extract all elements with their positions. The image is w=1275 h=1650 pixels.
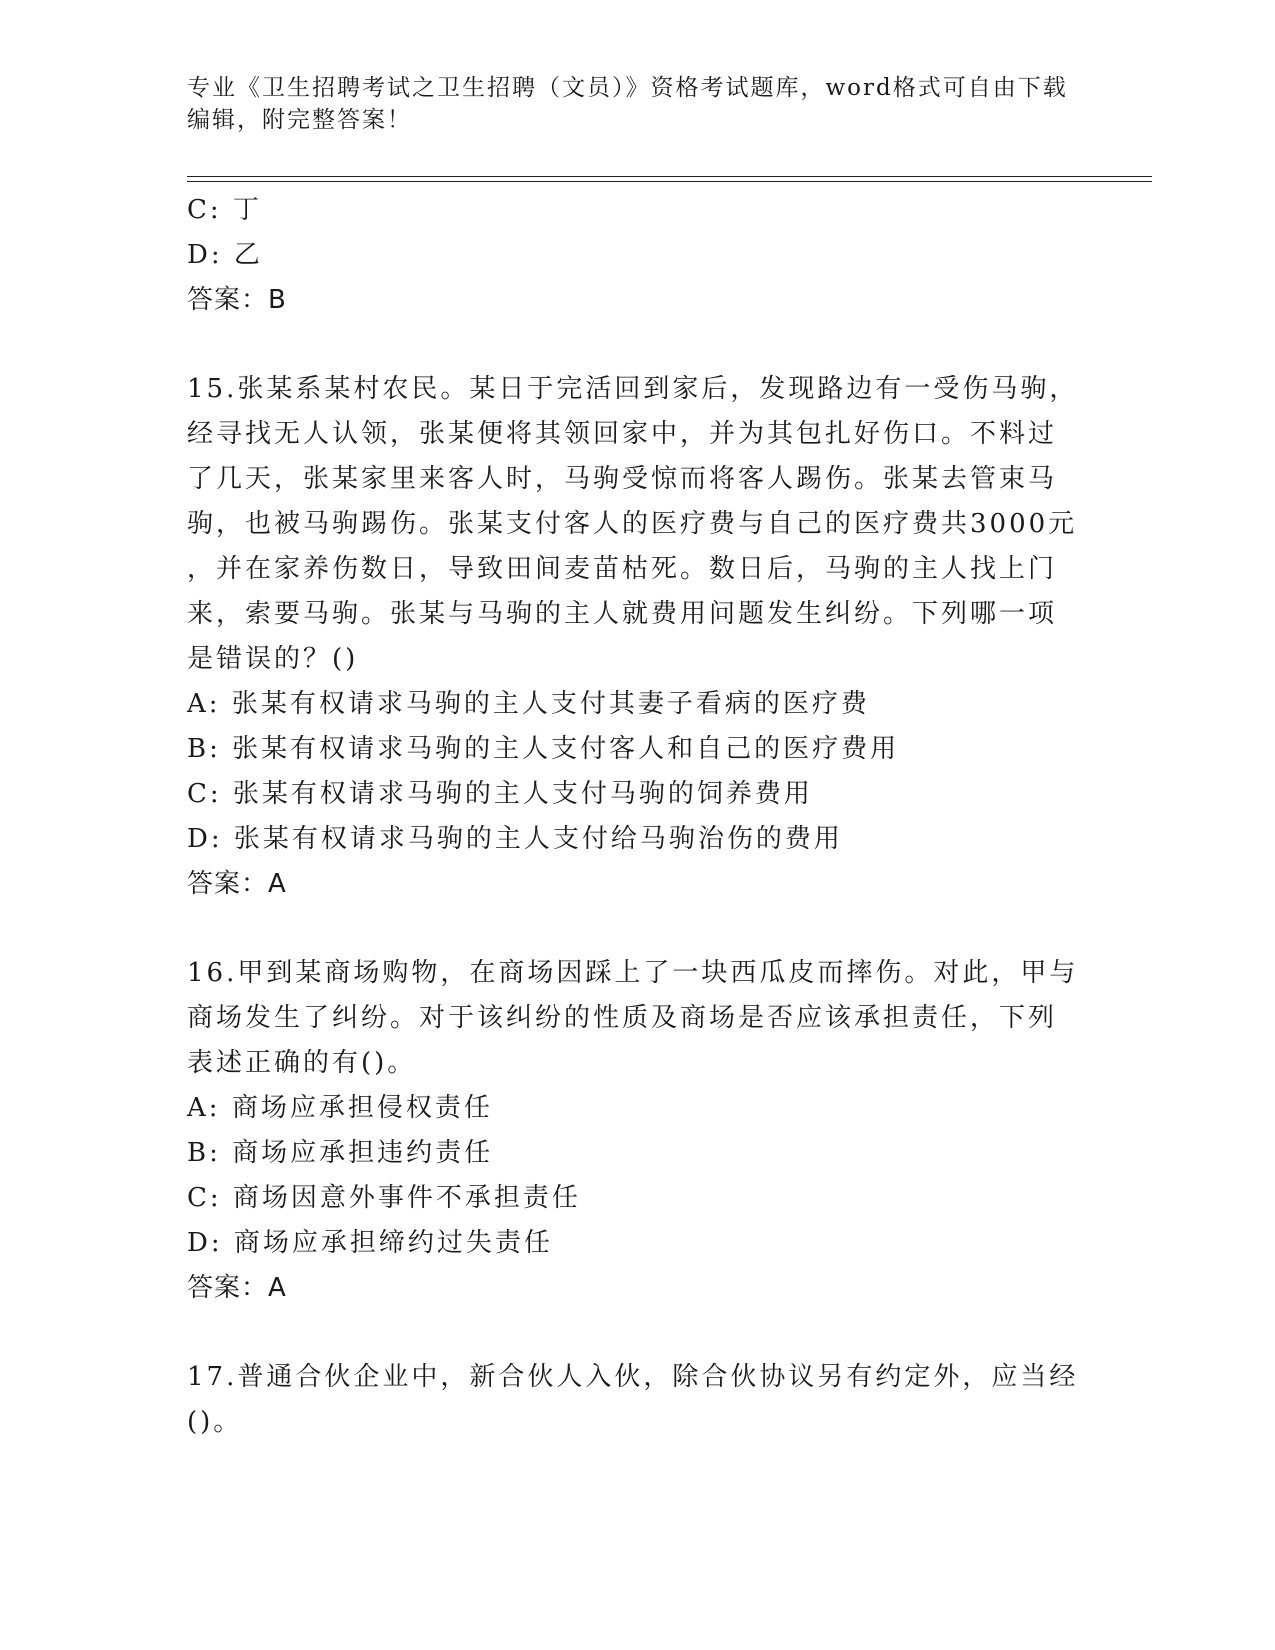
stem-line: 了几天，张某家里来客人时，马驹受惊而将客人踢伤。张某去管束马 [187,464,1058,494]
option-b: B: 张某有权请求马驹的主人支付客人和自己的医疗费用 [187,734,900,764]
question-15 [187,367,1087,907]
question-17 [187,1355,1087,1445]
page-header [187,72,1067,136]
spacer [187,907,1087,951]
question-14-tail [187,188,1087,323]
stem-line: 来，索要马驹。张某与马驹的主人就费用问题发生纠纷。下列哪一项 [187,599,1058,629]
option-c: C: 商场因意外事件不承担责任 [187,1183,581,1213]
answer-line: 答案：B [187,285,287,315]
header-line-1: 专业《卫生招聘考试之卫生招聘（文员）》资格考试题库，word格式可自由下载 [187,75,1068,101]
stem-line: ，并在家养伤数日，导致田间麦苗枯死。数日后，马驹的主人找上门 [187,554,1058,584]
option-d: D: 乙 [187,240,263,270]
option-b: B: 商场应承担违约责任 [187,1138,494,1168]
stem-line: 15.张某系某村农民。某日于完活回到家后，发现路边有一受伤马驹， [187,374,1079,404]
question-16 [187,951,1087,1311]
option-a: A: 商场应承担侵权责任 [187,1093,493,1123]
stem-line: 商场发生了纠纷。对于该纠纷的性质及商场是否应该承担责任，下列 [187,1003,1058,1033]
header-divider-top [187,176,1152,177]
question-content [187,188,1087,1445]
option-a: A: 张某有权请求马驹的主人支付其妻子看病的医疗费 [187,689,870,719]
header-divider-bottom [187,181,1152,182]
spacer [187,323,1087,367]
option-c: C: 张某有权请求马驹的主人支付马驹的饲养费用 [187,779,813,809]
stem-line: 驹，也被马驹踢伤。张某支付客人的医疗费与自己的医疗费共3000元 [187,509,1078,539]
stem-line: 是错误的？() [187,644,359,674]
option-d: D: 商场应承担缔约过失责任 [187,1228,553,1258]
spacer [187,1311,1087,1355]
answer-line: 答案：A [187,1273,287,1303]
answer-line: 答案：A [187,869,287,899]
question-stem [187,951,1087,1086]
question-stem [187,367,1087,682]
stem-line: 17.普通合伙企业中，新合伙人入伙，除合伙协议另有约定外，应当经 [187,1362,1079,1392]
stem-line: 16.甲到某商场购物，在商场因踩上了一块西瓜皮而摔伤。对此，甲与 [187,958,1079,988]
question-stem [187,1355,1087,1445]
stem-line: 经寻找无人认领，张某便将其领回家中，并为其包扎好伤口。不料过 [187,419,1058,449]
stem-line: 表述正确的有()。 [187,1048,417,1078]
header-line-2: 编辑，附完整答案！ [187,107,412,133]
option-c: C: 丁 [187,195,262,225]
stem-line: ()。 [187,1407,243,1437]
option-d: D: 张某有权请求马驹的主人支付给马驹治伤的费用 [187,824,843,854]
